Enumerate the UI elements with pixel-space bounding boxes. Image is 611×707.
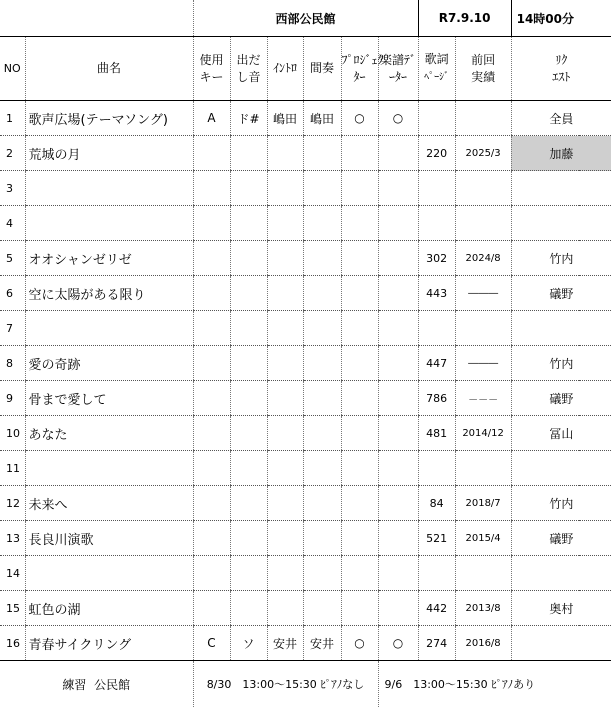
lyrics-page-cell: 481 <box>418 416 455 451</box>
table-row <box>0 276 611 311</box>
song-title: 青春サイクリング <box>25 626 193 661</box>
practice-info <box>0 661 193 707</box>
row-number: 14 <box>0 556 25 591</box>
table-row <box>0 591 611 626</box>
score-data-cell <box>378 206 418 241</box>
previous-cell: ――― <box>455 346 511 381</box>
score-data-cell <box>378 381 418 416</box>
interlude-cell <box>303 241 341 276</box>
row-number: 12 <box>0 486 25 521</box>
key-cell <box>193 556 230 591</box>
header-row <box>0 0 611 37</box>
previous-cell: 2014/12 <box>455 416 511 451</box>
song-title <box>25 171 193 206</box>
song-title: 骨まで愛して <box>25 381 193 416</box>
row-number: 5 <box>0 241 25 276</box>
table-row <box>0 346 611 381</box>
projector-cell: ○ <box>341 626 378 661</box>
table-row <box>0 101 611 136</box>
intro-cell <box>267 206 303 241</box>
intro-cell <box>267 241 303 276</box>
song-title: 愛の奇跡 <box>25 346 193 381</box>
start-note-cell <box>230 416 267 451</box>
lyrics-page-cell <box>418 556 455 591</box>
start-note-cell <box>230 241 267 276</box>
previous-cell: 2016/8 <box>455 626 511 661</box>
score-data-cell <box>378 591 418 626</box>
row-number: 6 <box>0 276 25 311</box>
score-data-cell: ○ <box>378 101 418 136</box>
previous-cell: ――― <box>455 276 511 311</box>
key-cell: A <box>193 101 230 136</box>
song-title: 長良川演歌 <box>25 521 193 556</box>
score-data-cell <box>378 241 418 276</box>
projector-cell <box>341 416 378 451</box>
key-cell <box>193 521 230 556</box>
row-number: 13 <box>0 521 25 556</box>
interlude-cell: 嶋田 <box>303 101 341 136</box>
score-data-cell <box>378 521 418 556</box>
col-no: NO <box>0 37 25 101</box>
start-note-cell <box>230 486 267 521</box>
row-number: 3 <box>0 171 25 206</box>
col-key: 使用 キー <box>193 37 230 101</box>
col-interlude: 間奏 <box>303 37 341 101</box>
col-start-note: 出だ し音 <box>230 37 267 101</box>
intro-cell <box>267 486 303 521</box>
projector-cell <box>341 206 378 241</box>
interlude-cell <box>303 346 341 381</box>
intro-cell: 嶋田 <box>267 101 303 136</box>
song-title: 歌声広場(テーマソング) <box>25 101 193 136</box>
key-cell <box>193 276 230 311</box>
interlude-cell <box>303 171 341 206</box>
key-cell <box>193 591 230 626</box>
intro-cell <box>267 346 303 381</box>
row-number: 4 <box>0 206 25 241</box>
score-data-cell: ○ <box>378 626 418 661</box>
col-previous: 前回 実績 <box>455 37 511 101</box>
col-projector: ﾌﾟﾛｼﾞｪｸ ﾀｰ <box>341 37 378 101</box>
row-number: 8 <box>0 346 25 381</box>
request-cell: 礒野 <box>511 381 611 416</box>
key-cell <box>193 451 230 486</box>
song-title: 荒城の月 <box>25 136 193 171</box>
row-number: 9 <box>0 381 25 416</box>
intro-cell <box>267 521 303 556</box>
start-note-cell <box>230 136 267 171</box>
interlude-cell <box>303 136 341 171</box>
col-lyrics-page: 歌詞 ﾍﾟｰｼﾞ <box>418 37 455 101</box>
intro-cell <box>267 311 303 346</box>
table-row <box>0 451 611 486</box>
score-data-cell <box>378 486 418 521</box>
key-cell <box>193 311 230 346</box>
request-cell <box>511 171 611 206</box>
intro-cell <box>267 136 303 171</box>
request-cell: 冨山 <box>511 416 611 451</box>
request-cell: 礒野 <box>511 276 611 311</box>
key-cell <box>193 381 230 416</box>
previous-cell: 2013/8 <box>455 591 511 626</box>
interlude-cell <box>303 381 341 416</box>
request-cell: 礒野 <box>511 521 611 556</box>
interlude-cell <box>303 591 341 626</box>
intro-cell <box>267 591 303 626</box>
key-cell <box>193 136 230 171</box>
interlude-cell <box>303 206 341 241</box>
key-cell <box>193 171 230 206</box>
start-note-cell <box>230 276 267 311</box>
table-row <box>0 206 611 241</box>
table-row <box>0 556 611 591</box>
lyrics-page-cell: 447 <box>418 346 455 381</box>
projector-cell <box>341 346 378 381</box>
previous-cell <box>455 556 511 591</box>
song-title <box>25 451 193 486</box>
request-cell: 竹内 <box>511 241 611 276</box>
practice-session-1: 8/30 13:00～15:30 ﾋﾟｱﾉなし <box>193 661 378 707</box>
intro-cell <box>267 556 303 591</box>
interlude-cell <box>303 486 341 521</box>
song-title: 未来へ <box>25 486 193 521</box>
lyrics-page-cell: 786 <box>418 381 455 416</box>
table-row <box>0 486 611 521</box>
intro-cell <box>267 451 303 486</box>
table-row <box>0 171 611 206</box>
footer-row <box>0 661 611 707</box>
start-note-cell <box>230 556 267 591</box>
start-note-cell <box>230 171 267 206</box>
previous-cell: 2018/7 <box>455 486 511 521</box>
practice-place: 公民館 <box>94 678 130 692</box>
lyrics-page-cell: 521 <box>418 521 455 556</box>
table-row <box>0 626 611 661</box>
lyrics-page-cell <box>418 171 455 206</box>
projector-cell <box>341 451 378 486</box>
key-cell <box>193 206 230 241</box>
lyrics-page-cell <box>418 206 455 241</box>
request-cell <box>511 556 611 591</box>
start-note-cell <box>230 206 267 241</box>
intro-cell <box>267 381 303 416</box>
start-note-cell: ド# <box>230 101 267 136</box>
projector-cell <box>341 556 378 591</box>
start-note-cell <box>230 311 267 346</box>
song-title <box>25 206 193 241</box>
previous-cell <box>455 451 511 486</box>
previous-cell: 2024/8 <box>455 241 511 276</box>
col-intro: ｲﾝﾄﾛ <box>267 37 303 101</box>
request-cell <box>511 206 611 241</box>
score-data-cell <box>378 556 418 591</box>
request-cell: 奥村 <box>511 591 611 626</box>
previous-cell <box>455 171 511 206</box>
interlude-cell <box>303 556 341 591</box>
projector-cell <box>341 311 378 346</box>
previous-cell <box>455 206 511 241</box>
projector-cell: ○ <box>341 101 378 136</box>
projector-cell <box>341 381 378 416</box>
lyrics-page-cell: 220 <box>418 136 455 171</box>
previous-cell: －－－ <box>455 381 511 416</box>
event-date: R7.9.10 <box>418 0 511 37</box>
lyrics-page-cell <box>418 451 455 486</box>
table-row <box>0 416 611 451</box>
intro-cell <box>267 416 303 451</box>
venue-title: 西部公民館 <box>193 0 418 37</box>
start-note-cell <box>230 346 267 381</box>
song-title: あなた <box>25 416 193 451</box>
previous-cell <box>455 311 511 346</box>
score-data-cell <box>378 451 418 486</box>
previous-cell: 2015/4 <box>455 521 511 556</box>
projector-cell <box>341 591 378 626</box>
projector-cell <box>341 241 378 276</box>
request-cell <box>511 451 611 486</box>
projector-cell <box>341 486 378 521</box>
lyrics-page-cell <box>418 311 455 346</box>
row-number: 7 <box>0 311 25 346</box>
song-title <box>25 556 193 591</box>
row-number: 2 <box>0 136 25 171</box>
intro-cell: 安井 <box>267 626 303 661</box>
lyrics-page-cell: 302 <box>418 241 455 276</box>
interlude-cell <box>303 416 341 451</box>
col-request: ﾘｸ ｴｽﾄ <box>511 37 611 101</box>
interlude-cell <box>303 451 341 486</box>
interlude-cell <box>303 521 341 556</box>
table-row <box>0 311 611 346</box>
interlude-cell <box>303 311 341 346</box>
score-data-cell <box>378 136 418 171</box>
col-score-data: 楽譜ﾃﾞ ｰﾀｰ <box>378 37 418 101</box>
lyrics-page-cell: 442 <box>418 591 455 626</box>
key-cell <box>193 241 230 276</box>
request-cell <box>511 626 611 661</box>
practice-session-2: 9/6 13:00～15:30 ﾋﾟｱﾉあり <box>378 661 611 707</box>
col-song: 曲名 <box>25 37 193 101</box>
key-cell <box>193 346 230 381</box>
key-cell: C <box>193 626 230 661</box>
table-row <box>0 136 611 171</box>
intro-cell <box>267 276 303 311</box>
table-row <box>0 381 611 416</box>
projector-cell <box>341 276 378 311</box>
practice-label: 練習 <box>62 678 86 692</box>
request-cell: 全員 <box>511 101 611 136</box>
request-cell: 竹内 <box>511 346 611 381</box>
table-row <box>0 521 611 556</box>
row-number: 15 <box>0 591 25 626</box>
lyrics-page-cell: 443 <box>418 276 455 311</box>
score-data-cell <box>378 416 418 451</box>
lyrics-page-cell: 274 <box>418 626 455 661</box>
song-title: 虹色の湖 <box>25 591 193 626</box>
request-cell: 竹内 <box>511 486 611 521</box>
start-note-cell <box>230 591 267 626</box>
song-title: オオシャンゼリゼ <box>25 241 193 276</box>
start-note-cell <box>230 521 267 556</box>
lyrics-page-cell: 84 <box>418 486 455 521</box>
key-cell <box>193 486 230 521</box>
start-note-cell <box>230 451 267 486</box>
column-header-row <box>0 37 611 101</box>
song-title <box>25 311 193 346</box>
score-data-cell <box>378 346 418 381</box>
row-number: 16 <box>0 626 25 661</box>
score-data-cell <box>378 311 418 346</box>
intro-cell <box>267 171 303 206</box>
request-cell: 加藤 <box>511 136 611 171</box>
song-rows <box>0 101 611 661</box>
start-note-cell: ソ <box>230 626 267 661</box>
score-data-cell <box>378 171 418 206</box>
projector-cell <box>341 136 378 171</box>
key-cell <box>193 416 230 451</box>
row-number: 10 <box>0 416 25 451</box>
start-note-cell <box>230 381 267 416</box>
row-number: 1 <box>0 101 25 136</box>
event-time: 14時00分 <box>511 0 611 37</box>
projector-cell <box>341 171 378 206</box>
request-cell <box>511 311 611 346</box>
previous-cell <box>455 101 511 136</box>
interlude-cell: 安井 <box>303 626 341 661</box>
projector-cell <box>341 521 378 556</box>
lyrics-page-cell <box>418 101 455 136</box>
score-data-cell <box>378 276 418 311</box>
interlude-cell <box>303 276 341 311</box>
previous-cell: 2025/3 <box>455 136 511 171</box>
row-number: 11 <box>0 451 25 486</box>
table-row <box>0 241 611 276</box>
song-title: 空に太陽がある限り <box>25 276 193 311</box>
